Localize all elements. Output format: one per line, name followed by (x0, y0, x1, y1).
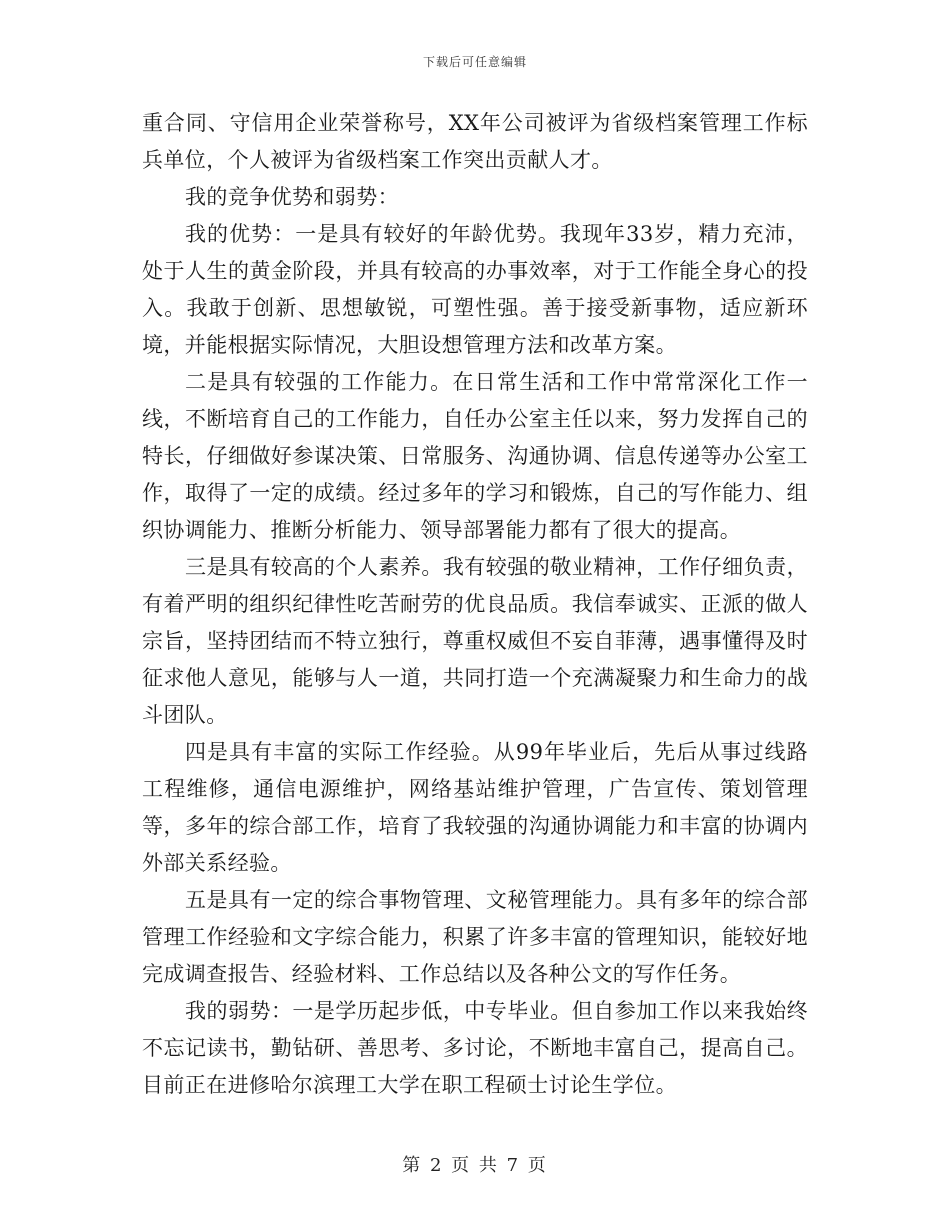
footer-suffix: 页 (527, 1155, 548, 1176)
page-footer (0, 1154, 950, 1178)
document-body (142, 105, 808, 1104)
footer-middle: 页 共 (451, 1155, 499, 1176)
footer-total-pages: 7 (506, 1155, 521, 1176)
paragraph: 重合同、守信用企业荣誉称号，XX年公司被评为省级档案管理工作标兵单位，个人被评为省级档案工作突出贡献人才。 (142, 111, 808, 172)
paragraph: 我的弱势：一是学历起步低，中专毕业。但自参加工作以来我始终不忘记读书，勤钻研、善思考、多讨论，不断地丰富自己，提高自己。目前正在进修哈尔滨理工大学在职工程硕士讨论生学位。 (142, 999, 808, 1097)
footer-current-page: 2 (429, 1155, 444, 1176)
paragraph: 我的竞争优势和弱势： (185, 185, 399, 209)
page-header-note: 下载后可任意编辑 (422, 55, 527, 69)
paragraph: 我的优势：一是具有较好的年龄优势。我现年33岁，精力充沛，处于人生的黄金阶段，并具有较高的办事效率，对于工作能全身心的投入。我敢于创新、思想敏锐，可塑性强。善于接受新事物，适应新环境，并能根据实际情况，大胆设想管理方法和改革方案。 (142, 222, 808, 357)
paragraph: 三是具有较高的个人素养。我有较强的敬业精神，工作仔细负责，有着严明的组织纪律性吃苦耐劳的优良品质。我信奉诚实、正派的做人宗旨，坚持团结而不特立独行，尊重权威但不妄自菲薄，遇事懂得及时征求他人意见，能够与人一道，共同打造一个充满凝聚力和生命力的战斗团队。 (142, 555, 808, 727)
paragraph: 二是具有较强的工作能力。在日常生活和工作中常常深化工作一线，不断培育自己的工作能力，自任办公室主任以来，努力发挥自己的特长，仔细做好参谋决策、日常服务、沟通协调、信息传递等办公室工作，取得了一定的成绩。经过多年的学习和锻炼，自己的写作能力、组织协调能力、推断分析能力、领导部署能力都有了很大的提高。 (142, 370, 808, 542)
paragraph: 四是具有丰富的实际工作经验。从99年毕业后，先后从事过线路工程维修，通信电源维护，网络基站维护管理，广告宣传、策划管理等，多年的综合部工作，培育了我较强的沟通协调能力和丰富的协调内外部关系经验。 (142, 740, 808, 875)
paragraph: 五是具有一定的综合事物管理、文秘管理能力。具有多年的综合部管理工作经验和文字综合能力，积累了许多丰富的管理知识，能较好地完成调查报告、经验材料、工作总结以及各种公文的写作任务。 (142, 888, 808, 986)
footer-prefix: 第 (402, 1155, 423, 1176)
